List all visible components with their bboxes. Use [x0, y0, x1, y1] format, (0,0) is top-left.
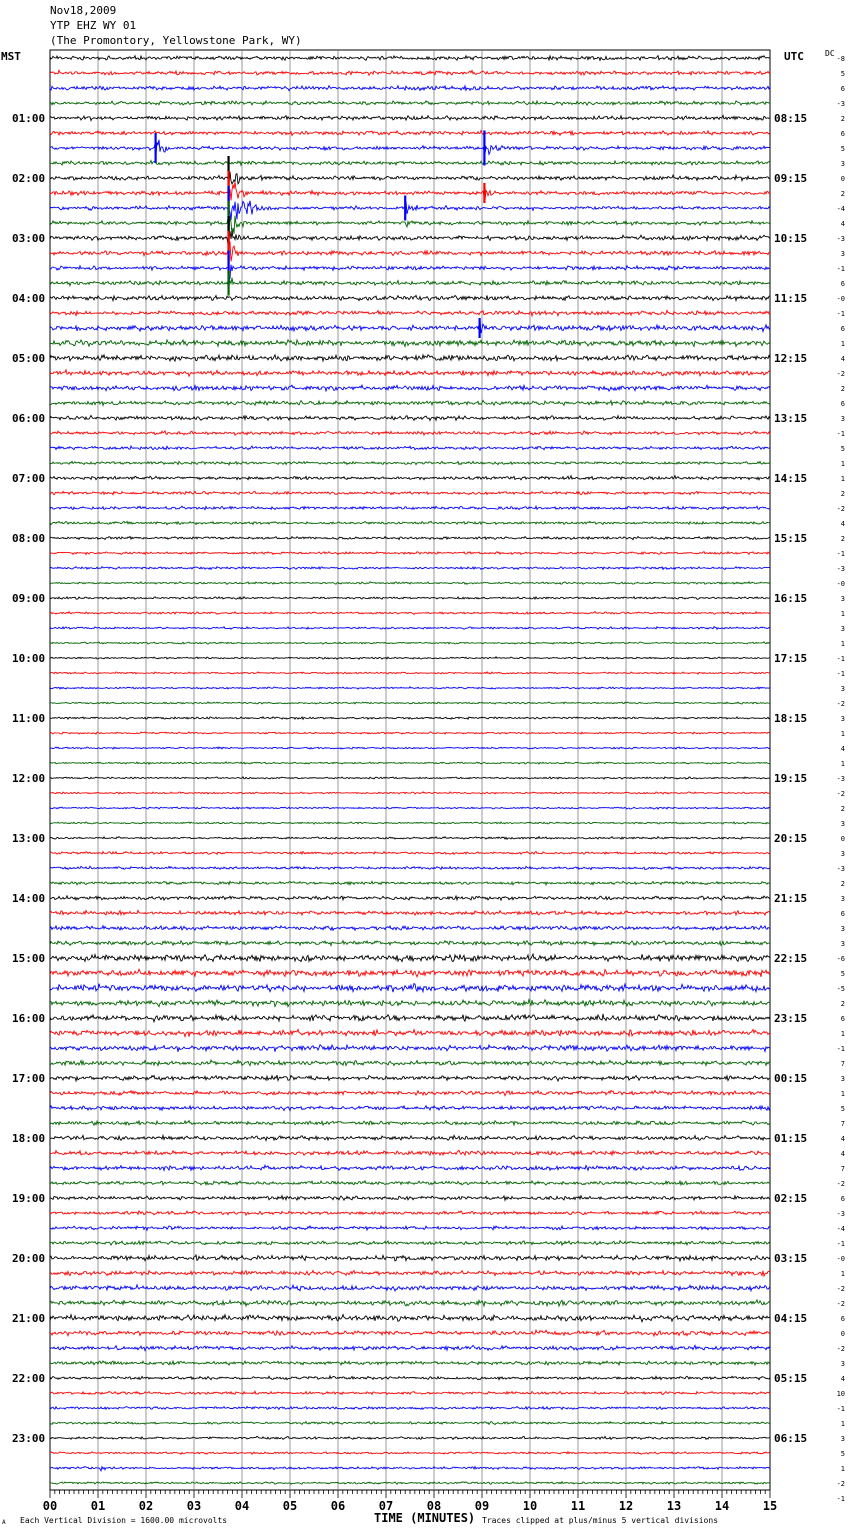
utc-hour-label: 18:15: [774, 712, 808, 725]
dc-offset-label: -2: [836, 700, 845, 708]
dc-offset-label: 5: [840, 970, 845, 978]
dc-offset-label: 4: [840, 1375, 845, 1383]
dc-offset-label: 3: [840, 1435, 845, 1443]
trace-46: [50, 747, 770, 749]
trace-80: [50, 1255, 770, 1261]
utc-hour-label: 19:15: [774, 772, 808, 785]
trace-67: [50, 1060, 770, 1066]
trace-27: [50, 461, 770, 465]
trace-68: [50, 1075, 770, 1081]
trace-18: [50, 319, 770, 333]
mst-hour-labels: [12, 112, 45, 1445]
dc-offset-label: 1: [840, 1270, 845, 1278]
dc-offset-label: 7: [840, 1060, 845, 1068]
x-tick-label: 03: [186, 1499, 202, 1513]
trace-9: [50, 182, 770, 201]
x-tick-label: 05: [282, 1499, 298, 1513]
dc-offset-label: 5: [840, 145, 845, 153]
dc-offset-label: -0: [836, 295, 845, 303]
utc-hour-label: 03:15: [774, 1252, 808, 1265]
dc-offset-label: 6: [840, 1195, 845, 1203]
dc-offset-label: -1: [836, 430, 845, 438]
trace-49: [50, 792, 770, 794]
dc-offset-label: 3: [840, 685, 845, 693]
dc-offset-label: 5: [840, 70, 845, 78]
dc-offset-label: 3: [840, 925, 845, 933]
utc-hour-label: 02:15: [774, 1192, 808, 1205]
dc-offset-label: 3: [840, 715, 845, 723]
dc-offset-label: -4: [836, 1225, 845, 1233]
dc-offset-label: 2: [840, 385, 845, 393]
dc-offset-label: 3: [840, 820, 845, 828]
trace-92: [50, 1436, 770, 1439]
dc-offset-label: 3: [840, 625, 845, 633]
x-tick-label: 15: [762, 1499, 778, 1513]
dc-offset-label: 0: [840, 835, 845, 843]
trace-76: [50, 1196, 770, 1201]
dc-offset-label: 2: [840, 1000, 845, 1008]
utc-hour-label: 13:15: [774, 412, 808, 425]
dc-offset-label: 1: [840, 1465, 845, 1473]
trace-26: [50, 446, 770, 450]
x-tick-label: 00: [42, 1499, 58, 1513]
trace-24: [50, 415, 770, 420]
trace-88: [50, 1376, 770, 1380]
utc-hour-label: 10:15: [774, 232, 808, 245]
trace-14: [50, 265, 770, 281]
dc-offset-label: 5: [840, 1105, 845, 1113]
trace-21: [50, 370, 770, 376]
dc-offset-label: 6: [840, 1315, 845, 1323]
x-tick-label: 09: [474, 1499, 490, 1513]
x-tick-label: 01: [90, 1499, 106, 1513]
trace-13: [50, 241, 770, 261]
trace-8: [50, 172, 770, 184]
trace-40: [50, 657, 770, 659]
dc-offset-label: -1: [836, 310, 845, 318]
x-tick-label: 10: [522, 1499, 538, 1513]
trace-41: [50, 672, 770, 674]
dc-offset-label: 3: [840, 940, 845, 948]
dc-offset-label: 6: [840, 85, 845, 93]
trace-77: [50, 1211, 770, 1215]
mst-hour-label: 07:00: [12, 472, 46, 485]
mst-hour-label: 12:00: [12, 772, 46, 785]
utc-hour-label: 01:15: [774, 1132, 808, 1145]
mst-hour-label: 08:00: [12, 532, 46, 545]
trace-56: [50, 896, 770, 900]
dc-offset-label: 6: [840, 280, 845, 288]
mst-hour-label: 23:00: [12, 1432, 46, 1445]
trace-83: [50, 1300, 770, 1306]
trace-35: [50, 582, 770, 585]
mst-hour-label: 03:00: [12, 232, 46, 245]
mst-hour-label: 20:00: [12, 1252, 46, 1265]
trace-44: [50, 717, 770, 720]
utc-hour-label: 23:15: [774, 1012, 808, 1025]
mst-hour-label: 02:00: [12, 172, 46, 185]
utc-hour-label: 17:15: [774, 652, 808, 665]
dc-offset-label: 3: [840, 250, 845, 258]
mst-hour-label: 11:00: [12, 712, 46, 725]
x-tick-label: 06: [330, 1499, 346, 1513]
utc-hour-label: 15:15: [774, 532, 808, 545]
utc-hour-label: 08:15: [774, 112, 808, 125]
trace-95: [50, 1482, 770, 1485]
trace-79: [50, 1241, 770, 1245]
x-tick-label: 04: [234, 1499, 250, 1513]
dc-offset-label: 5: [840, 1450, 845, 1458]
x-tick-label: 11: [570, 1499, 586, 1513]
dc-label: DC: [825, 49, 835, 58]
dc-offset-label: -1: [836, 1045, 845, 1053]
trace-47: [50, 762, 770, 764]
utc-hour-label: 12:15: [774, 352, 808, 365]
dc-offset-label: 1: [840, 760, 845, 768]
x-tick-label: 13: [666, 1499, 682, 1513]
dc-offset-label: 6: [840, 130, 845, 138]
header-station: YTP EHZ WY 01: [50, 19, 137, 32]
dc-offset-label: -2: [836, 790, 845, 798]
trace-85: [50, 1330, 770, 1336]
mst-label: MST: [1, 50, 21, 63]
trace-64: [50, 1014, 770, 1022]
dc-offset-label: 3: [840, 895, 845, 903]
trace-31: [50, 521, 770, 524]
trace-28: [50, 476, 770, 480]
dc-offset-label: -3: [836, 865, 845, 873]
trace-22: [50, 385, 770, 391]
dc-offset-label: -0: [836, 1255, 845, 1263]
mst-hour-label: 13:00: [12, 832, 46, 845]
dc-offset-label: 1: [840, 475, 845, 483]
dc-offset-label: -3: [836, 565, 845, 573]
trace-75: [50, 1181, 770, 1185]
dc-offset-label: 6: [840, 400, 845, 408]
trace-89: [50, 1391, 770, 1394]
trace-1: [50, 70, 770, 75]
x-tick-label: 07: [378, 1499, 394, 1513]
trace-51: [50, 822, 770, 824]
utc-hour-label: 14:15: [774, 472, 808, 485]
utc-hour-label: 05:15: [774, 1372, 808, 1385]
mst-hour-label: 18:00: [12, 1132, 46, 1145]
trace-34: [50, 567, 770, 570]
trace-30: [50, 506, 770, 509]
trace-42: [50, 687, 770, 689]
dc-offset-label: -1: [836, 1405, 845, 1413]
trace-55: [50, 881, 770, 885]
trace-16: [50, 295, 770, 300]
x-tick-label: 12: [618, 1499, 634, 1513]
dc-offset-label: 2: [840, 490, 845, 498]
mst-hour-label: 19:00: [12, 1192, 46, 1205]
mst-hour-label: 15:00: [12, 952, 46, 965]
dc-offset-label: -1: [836, 265, 845, 273]
trace-54: [50, 866, 770, 869]
dc-offset-label: 1: [840, 730, 845, 738]
trace-7: [50, 161, 770, 166]
trace-3: [50, 101, 770, 105]
trace-11: [50, 216, 770, 235]
dc-offset-label: 4: [840, 220, 845, 228]
dc-offset-label: -2: [836, 370, 845, 378]
utc-hour-label: 21:15: [774, 892, 808, 905]
dc-offset-label: 5: [840, 445, 845, 453]
dc-offset-label: 3: [840, 1360, 845, 1368]
dc-offset-label: -2: [836, 1300, 845, 1308]
trace-78: [50, 1226, 770, 1230]
trace-63: [50, 1000, 770, 1007]
trace-58: [50, 926, 770, 931]
dc-offset-label: 1: [840, 460, 845, 468]
dc-offset-label: 4: [840, 745, 845, 753]
trace-10: [50, 201, 770, 220]
dc-offset-label: 1: [840, 1090, 845, 1098]
dc-offset-label: 0: [840, 1330, 845, 1338]
dc-offset-label: 3: [840, 850, 845, 858]
trace-23: [50, 400, 770, 405]
trace-90: [50, 1406, 770, 1409]
trace-61: [50, 969, 770, 977]
x-tick-label: 02: [138, 1499, 154, 1513]
dc-offset-label: -1: [836, 550, 845, 558]
dc-offset-label: -1: [836, 670, 845, 678]
trace-17: [50, 310, 770, 315]
trace-48: [50, 777, 770, 779]
trace-84: [50, 1315, 770, 1322]
trace-32: [50, 536, 770, 539]
dc-offset-label: 1: [840, 340, 845, 348]
trace-2: [50, 86, 770, 91]
dc-offset-label: 0: [840, 175, 845, 183]
dc-offset-label: -0: [836, 580, 845, 588]
mst-hour-label: 16:00: [12, 1012, 46, 1025]
trace-36: [50, 597, 770, 600]
dc-offset-label: -1: [836, 1240, 845, 1248]
dc-offset-label: -6: [836, 955, 845, 963]
dc-offset-label: -3: [836, 775, 845, 783]
mst-hour-label: 21:00: [12, 1312, 46, 1325]
dc-offset-label: 6: [840, 910, 845, 918]
trace-73: [50, 1150, 770, 1155]
x-axis-title: TIME (MINUTES): [374, 1511, 476, 1525]
dc-offset-label: 2: [840, 115, 845, 123]
trace-19: [50, 340, 770, 347]
trace-74: [50, 1165, 770, 1170]
dc-offset-label: -2: [836, 505, 845, 513]
trace-91: [50, 1422, 770, 1425]
trace-62: [50, 984, 770, 993]
dc-offset-label: 2: [840, 805, 845, 813]
plot-frame: [50, 50, 770, 1490]
trace-81: [50, 1270, 770, 1276]
trace-86: [50, 1345, 770, 1350]
trace-59: [50, 941, 770, 946]
dc-offset-label: -5: [836, 985, 845, 993]
clip-note: Traces clipped at plus/minus 5 vertical divisions: [482, 1516, 719, 1525]
trace-4: [50, 115, 770, 120]
trace-93: [50, 1452, 770, 1455]
dc-offset-label: 3: [840, 415, 845, 423]
dc-offset-label: 1: [840, 610, 845, 618]
trace-71: [50, 1121, 770, 1126]
dc-offset-label: 1: [840, 1420, 845, 1428]
dc-offset-label: -4: [836, 205, 845, 213]
dc-offset-label: 10: [836, 1390, 845, 1398]
trace-6: [50, 140, 770, 155]
trace-60: [50, 954, 770, 961]
trace-43: [50, 702, 770, 704]
utc-hour-label: 06:15: [774, 1432, 808, 1445]
dc-offset-label: 3: [840, 160, 845, 168]
dc-offset-label: -3: [836, 1210, 845, 1218]
utc-label: UTC: [784, 50, 804, 63]
utc-hour-label: 00:15: [774, 1072, 808, 1085]
dc-offset-label: 7: [840, 1120, 845, 1128]
trace-52: [50, 837, 770, 840]
dc-offset-label: 4: [840, 355, 845, 363]
dc-offset-label: 1: [840, 640, 845, 648]
dc-offset-label: -3: [836, 100, 845, 108]
trace-87: [50, 1361, 770, 1365]
trace-66: [50, 1045, 770, 1052]
trace-57: [50, 911, 770, 916]
mst-hour-label: 17:00: [12, 1072, 46, 1085]
dc-offset-labels: [837, 55, 845, 1503]
header-date: Nov18,2009: [50, 4, 117, 17]
trace-39: [50, 642, 770, 644]
utc-hour-labels: [774, 112, 807, 1445]
mst-hour-label: 01:00: [12, 112, 46, 125]
dc-offset-label: -3: [836, 235, 845, 243]
mst-hour-label: 10:00: [12, 652, 46, 665]
trace-12: [50, 231, 770, 244]
corner-mark: A: [2, 1519, 6, 1526]
dc-offset-label: 3: [840, 1075, 845, 1083]
dc-offset-label: -1: [836, 655, 845, 663]
trace-82: [50, 1285, 770, 1291]
dc-offset-label: -8: [836, 55, 845, 63]
dc-offset-label: 2: [840, 880, 845, 888]
dc-offset-label: 2: [840, 535, 845, 543]
trace-25: [50, 431, 770, 435]
dc-offset-label: -2: [836, 1480, 845, 1488]
x-tick-label: 08: [426, 1499, 442, 1513]
trace-group: [50, 56, 770, 1485]
trace-72: [50, 1135, 770, 1140]
dc-offset-label: -2: [836, 1180, 845, 1188]
dc-offset-label: -2: [836, 1345, 845, 1353]
dc-offset-label: 3: [840, 595, 845, 603]
x-tick-label: 14: [714, 1499, 730, 1513]
trace-69: [50, 1090, 770, 1095]
trace-5: [50, 130, 770, 135]
dc-offset-label: 2: [840, 190, 845, 198]
trace-65: [50, 1029, 770, 1036]
dc-offset-label: 1: [840, 1030, 845, 1038]
trace-15: [50, 278, 770, 286]
dc-offset-label: 6: [840, 1015, 845, 1023]
dc-offset-label: 6: [840, 325, 845, 333]
dc-offset-label: 7: [840, 1165, 845, 1173]
mst-hour-label: 05:00: [12, 352, 46, 365]
header-location: (The Promontory, Yellowstone Park, WY): [50, 34, 302, 47]
utc-hour-label: 20:15: [774, 832, 808, 845]
mst-hour-label: 09:00: [12, 592, 46, 605]
utc-hour-label: 11:15: [774, 292, 808, 305]
trace-0: [50, 56, 770, 61]
dc-offset-label: -2: [836, 1285, 845, 1293]
mst-hour-label: 14:00: [12, 892, 46, 905]
utc-hour-label: 09:15: [774, 172, 808, 185]
trace-29: [50, 491, 770, 495]
trace-70: [50, 1106, 770, 1111]
dc-offset-label: 4: [840, 520, 845, 528]
utc-hour-label: 16:15: [774, 592, 808, 605]
trace-50: [50, 807, 770, 809]
utc-hour-label: 04:15: [774, 1312, 808, 1325]
trace-53: [50, 851, 770, 854]
trace-37: [50, 612, 770, 615]
mst-hour-label: 04:00: [12, 292, 46, 305]
trace-33: [50, 552, 770, 555]
trace-20: [50, 355, 770, 361]
dc-offset-label: 4: [840, 1135, 845, 1143]
scale-note: Each Vertical Division = 1600.00 microvolts: [20, 1516, 228, 1525]
utc-hour-label: 22:15: [774, 952, 808, 965]
dc-offset-label: 4: [840, 1150, 845, 1158]
x-axis-ticks: [50, 1490, 770, 1498]
mst-hour-label: 22:00: [12, 1372, 46, 1385]
trace-38: [50, 627, 770, 630]
mst-hour-label: 06:00: [12, 412, 46, 425]
dc-offset-label: -1: [836, 1495, 845, 1503]
trace-45: [50, 732, 770, 734]
trace-94: [50, 1467, 770, 1471]
